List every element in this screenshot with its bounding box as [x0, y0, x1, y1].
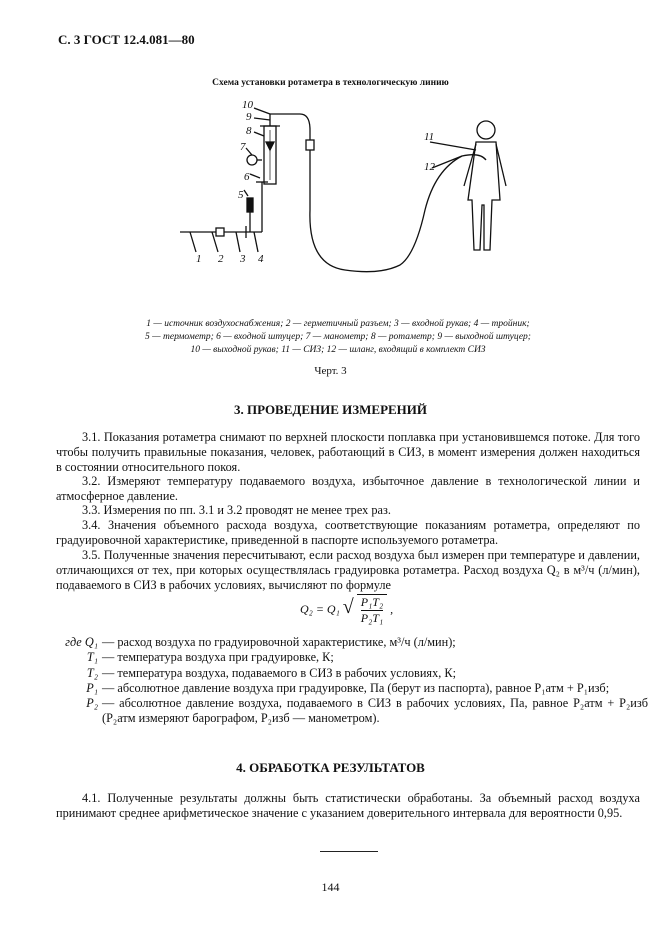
label-5: 5: [238, 189, 244, 201]
definition-symbol: P₁: [86, 680, 98, 695]
rotameter-installation-diagram: [150, 90, 510, 310]
section-4-title: 4. ОБРАБОТКА РЕЗУЛЬТАТОВ: [236, 760, 425, 775]
figure-caption: Черт. 3: [314, 365, 347, 377]
formula-lhs: Q₂ = Q₁: [300, 601, 340, 616]
figure-title: Схема установки ротаметра в технологическую линию: [212, 78, 449, 88]
paragraph-4-1: 4.1. Полученные результаты должны быть статистически обработаны. За объемный расход воздуха принимают среднее арифметическое значение с указанием доверительного интервала для вероятности 0,95.: [56, 791, 640, 820]
definition-text: — расход воздуха по градуировочной характеристике, м³/ч (л/мин);: [102, 635, 456, 649]
definition-text: — абсолютное давление воздуха при градуировке, Па (берут из паспорта), равное P₁атм + P₁изб;: [102, 680, 610, 695]
paragraph-3-4: 3.4. Значения объемного расхода воздуха, соответствующие показаниям ротаметра, определяют по градуировочной характеристике, приведенной в паспорте используемого ротаметра.: [56, 518, 640, 547]
manometer-shape: [247, 155, 257, 165]
definition-text: — температура воздуха при градуировке, К;: [102, 650, 334, 665]
paragraph-3-2: 3.2. Измеряют температуру подаваемого воздуха, избыточное давление в технологической линии и атмосферное давление.: [56, 474, 640, 503]
label-4: 4: [258, 253, 264, 265]
label-10: 10: [242, 99, 253, 111]
formula-numerator: P₁T₂: [360, 595, 384, 609]
footer-divider: [320, 851, 378, 852]
legend-line: 10 — выходной рукав; 11 — СИЗ; 12 — шланг, входящий в комплект СИЗ: [190, 345, 486, 355]
paragraph-3-3: 3.3. Измерения по пп. 3.1 и 3.2 проводят не менее трех раз.: [82, 503, 391, 517]
definition-text: — абсолютное давление воздуха, подаваемого в СИЗ в рабочих условиях, Па, равное P₂атм + P₂изб (P₂атм измеряют барографом, P₂изб — манометром).: [102, 696, 648, 726]
label-7: 7: [240, 141, 246, 153]
definition-row: [58, 635, 648, 650]
definition-row: [58, 666, 648, 681]
legend-line: 1 — источник воздухоснабжения; 2 — герметичный разъем; 3 — входной рукав; 4 — тройник;: [146, 319, 530, 329]
formula-denominator: P₂T₁: [360, 611, 384, 625]
definition-symbol: T₂: [86, 665, 98, 680]
legend-line: 5 — термометр; 6 — входной штуцер; 7 — манометр; 8 — ротаметр; 9 — выходной штуцер;: [145, 332, 531, 342]
label-2: 2: [218, 253, 224, 265]
flow-formula: Q₂ = Q₁ √ $\frac{\text{P₁T₂}}{\text{P₂T₁}}$ ,: [300, 595, 394, 625]
section-3-title: 3. ПРОВЕДЕНИЕ ИЗМЕРЕНИЙ: [233, 402, 428, 417]
page-header: С. 3 ГОСТ 12.4.081—80: [58, 32, 195, 47]
paragraph-3-5: 3.5. Полученные значения пересчитывают, если расход воздуха был измерен при температуре и давлении, отличающихся от тех, при которых осуществлялась градуировка ротаметра. Расход воздуха Q₂ в м³/ч (л/мин), подаваемого в СИЗ в рабочих условиях, вычисляют по формуле: [56, 548, 640, 592]
definition-symbol: где Q₁: [65, 635, 98, 649]
label-8: 8: [246, 125, 252, 137]
hermetic-connector-shape: [216, 228, 224, 236]
definition-text: — температура воздуха, подаваемого в СИЗ в рабочих условиях, К;: [102, 665, 457, 680]
definition-row: [58, 650, 648, 665]
variable-definitions: [58, 635, 648, 727]
thermometer-shape: [247, 198, 253, 212]
label-9: 9: [246, 111, 252, 123]
figure-legend: [88, 318, 588, 357]
definition-symbol: T₁: [86, 650, 98, 665]
label-1: 1: [196, 253, 202, 265]
label-12: 12: [424, 161, 435, 173]
formula-tail: ,: [390, 601, 394, 616]
protective-suit-figure: [464, 121, 506, 250]
paragraph-3-1: 3.1. Показания ротаметра снимают по верхней плоскости поплавка при установившемся потоке. Для того чтобы получить правильные показания, человек, работающий в СИЗ, в момент измерения должен находиться в состоянии относительного покоя.: [56, 430, 640, 474]
page-number: 144: [321, 880, 340, 894]
label-6: 6: [244, 171, 250, 183]
label-11: 11: [424, 131, 435, 143]
definition-row: [58, 681, 648, 696]
definition-symbol: P₂: [86, 696, 98, 711]
label-3: 3: [240, 253, 246, 265]
definition-row: [58, 696, 648, 727]
